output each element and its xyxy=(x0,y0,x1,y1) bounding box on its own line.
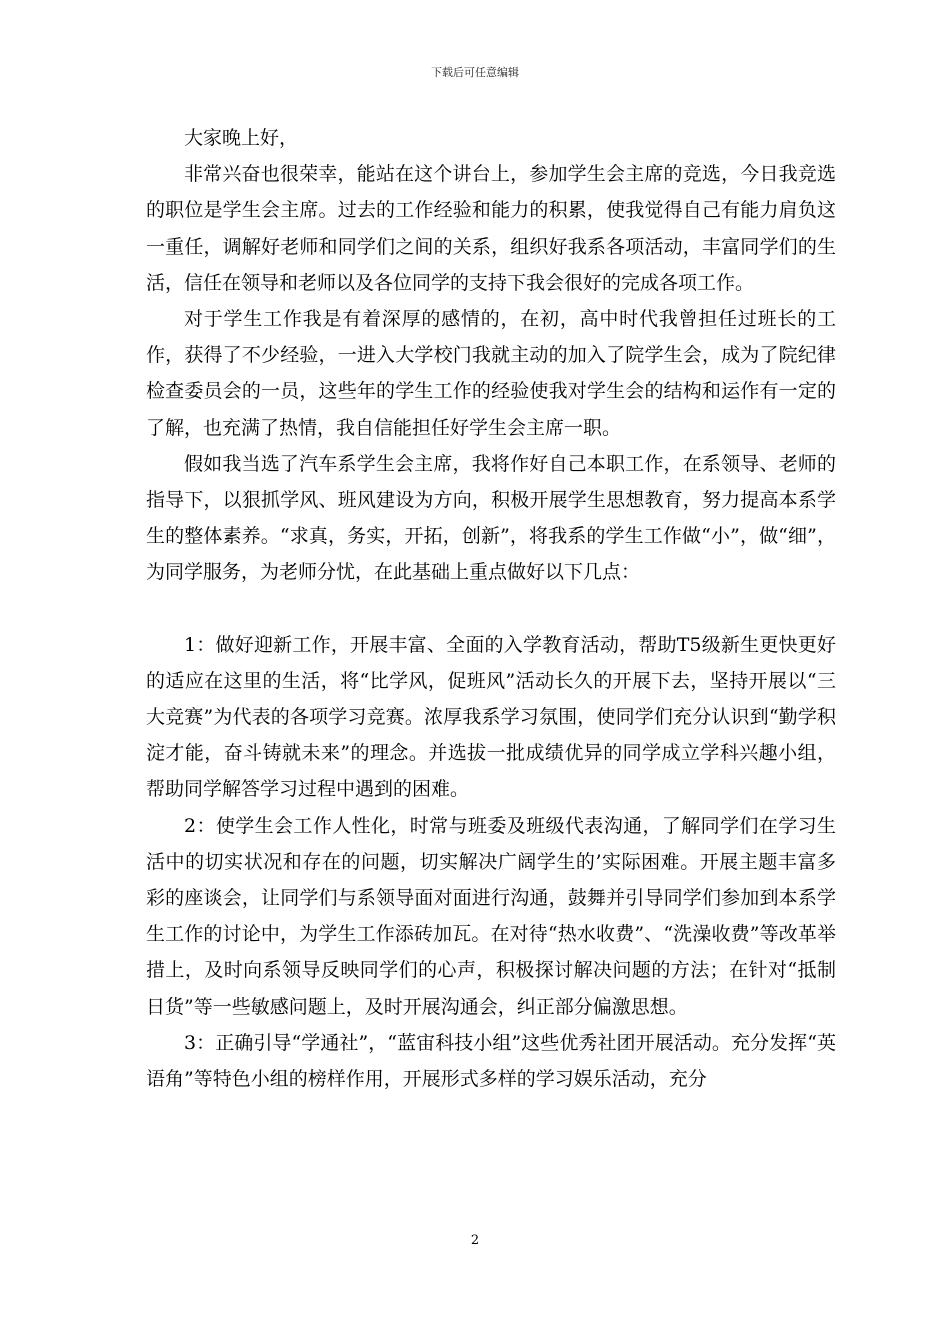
body-paragraph: 非常兴奋也很荣幸，能站在这个讲台上，参加学生会主席的竞选，今日我竞选的职位是学生会主席。过去的工作经验和能力的积累，使我觉得自己有能力肩负这一重任，调解好老师和同学们之间的关系，组织好我系各项活动，丰富同学们的生活，信任在领导和老师以及各位同学的支持下我会很好的完成各项工作。 xyxy=(146,163,836,294)
page-number: 2 xyxy=(470,1233,480,1248)
list-item-paragraph: 1：做好迎新工作，开展丰富、全面的入学教育活动，帮助T5级新生更快更好的适应在这里的生活，将“比学风，促班风”活动长久的开展下去，坚持开展以“三大竞赛”为代表的各项学习竞赛。浓厚我系学习氛围，使同学们充分认识到“勤学积淀才能，奋斗铸就未来”的理念。并选拔一批成绩优异的同学成立学科兴趣小组，帮助同学解答学习过程中遇到的困难。 xyxy=(146,633,836,801)
greeting-paragraph: 大家晚上好， xyxy=(184,127,299,149)
list-item-paragraph: 2：使学生会工作人性化，时常与班委及班级代表沟通，了解同学们在学习生活中的切实状况和存在的问题，切实解决广阔学生的’实际困难。开展主题丰富多彩的座谈会，让同学们与系领导面对面进行沟通，鼓舞并引导同学们参加到本系学生工作的讨论中，为学生工作添砖加瓦。在对待“热水收费”、“洗澡收费”等改革举措上，及时向系领导反映同学们的心声，积极探讨解决问题的方法；在针对“抵制日货”等一些敏感问题上，及时开展沟通会，纠正部分偏激思想。 xyxy=(146,814,836,1018)
list-item-paragraph: 3：正确引导“学通社”，“蓝宙科技小组”这些优秀社团开展活动。充分发挥“英语角”等特色小组的榜样作用，开展形式多样的学习娱乐活动，充分 xyxy=(146,1031,836,1091)
document-body xyxy=(146,120,836,1097)
body-paragraph: 对于学生工作我是有着深厚的感情的，在初，高中时代我曾担任过班长的工作，获得了不少经验，一进入大学校门我就主动的加入了院学生会，成为了院纪律检查委员会的一员，这些年的学生工作的经验使我对学生会的结构和运作有一定的了解，也充满了热情，我自信能担任好学生会主席一职。 xyxy=(146,308,836,439)
paragraph-spacer xyxy=(146,591,836,627)
body-paragraph: 假如我当选了汽车系学生会主席，我将作好自己本职工作，在系领导、老师的指导下，以狠抓学风、班风建设为方向，积极开展学生思想教育，努力提高本系学生的整体素养。“求真，务实，开拓，创新”，将我系的学生工作做“小”，做“细”，为同学服务，为老师分忧，在此基础上重点做好以下几点： xyxy=(146,452,836,584)
page-header: 下载后可任意编辑 xyxy=(431,66,519,79)
